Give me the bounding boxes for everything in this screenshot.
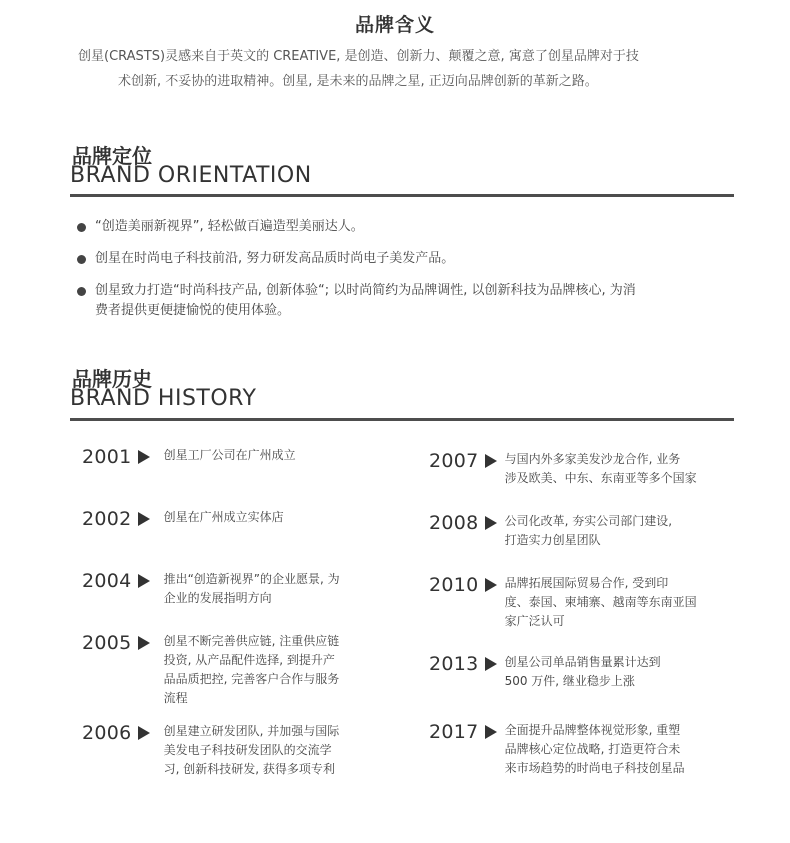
meaning-line-2: 术创新, 不妥协的进取精神。创星, 是未来的品牌之星, 正迈向品牌创新的革新之路。 — [118, 74, 598, 89]
history-year: 2010 — [429, 574, 479, 596]
orientation-bullet — [77, 249, 737, 269]
history-year: 2004 — [82, 570, 132, 592]
history-item-2010 — [429, 574, 697, 631]
bullet-text-line: 创星致力打造“时尚科技产品, 创新体验“; 以时尚简约为品牌调性, 以创新科技为品牌核心, 为消 — [95, 283, 636, 298]
history-year: 2006 — [82, 722, 132, 744]
history-year: 2017 — [429, 721, 479, 743]
arrow-right-icon — [138, 450, 150, 464]
history-desc-line: 500 万件, 继业稳步上涨 — [504, 674, 635, 688]
history-desc-line: 全面提升品牌整体视觉形象, 重塑 — [504, 723, 681, 737]
history-item-2007 — [429, 450, 697, 488]
history-title-cn: 品牌历史 — [72, 367, 152, 391]
history-desc-line: 创星不断完善供应链, 注重供应链 — [163, 634, 340, 648]
arrow-right-icon — [485, 657, 497, 671]
orientation-title-cn: 品牌定位 — [72, 144, 152, 168]
arrow-right-icon — [485, 516, 497, 530]
history-year: 2013 — [429, 653, 479, 675]
history-desc-line: 投资, 从产品配件选择, 到提升产 — [163, 653, 335, 667]
bullet-text-line: “创造美丽新视界”, 轻松做百遍造型美丽达人。 — [95, 219, 364, 234]
history-desc-line: 流程 — [163, 691, 188, 705]
history-desc-line: 打造实力创星团队 — [504, 533, 601, 547]
bullet-dot-icon — [77, 223, 86, 232]
history-desc-line: 创星公司单品销售量累计达到 — [504, 655, 661, 669]
orientation-title-en: BRAND ORIENTATION — [70, 163, 312, 188]
history-desc-line: 创星建立研发团队, 并加强与国际 — [163, 724, 340, 738]
bullet-dot-icon — [77, 287, 86, 296]
history-item-2008 — [429, 512, 672, 550]
history-desc-line: 来市场趋势的时尚电子科技创星品 — [504, 761, 685, 775]
history-title-en: BRAND HISTORY — [70, 386, 257, 411]
meaning-title: 品牌含义 — [354, 14, 435, 36]
history-desc-line: 涉及欧美、中东、东南亚等多个国家 — [504, 471, 697, 485]
arrow-right-icon — [138, 574, 150, 588]
history-desc-line: 创星工厂公司在广州成立 — [163, 448, 296, 462]
history-desc-line: 习, 创新科技研发, 获得多项专利 — [163, 762, 335, 776]
history-desc-line: 品牌拓展国际贸易合作, 受到印 — [504, 576, 669, 590]
history-desc-line: 度、泰国、柬埔寨、越南等东南亚国 — [504, 595, 697, 609]
history-item-2017 — [429, 721, 685, 778]
history-item-2005 — [82, 632, 339, 708]
orientation-bullet — [77, 281, 737, 321]
history-desc-line: 公司化改革, 夯实公司部门建设, — [504, 514, 673, 528]
bullet-dot-icon — [77, 255, 86, 264]
history-year: 2007 — [429, 450, 479, 472]
history-desc-line: 美发电子科技研发团队的交流学 — [163, 743, 332, 757]
history-desc-line: 推出“创造新视界”的企业愿景, 为 — [163, 572, 340, 586]
history-desc-line: 企业的发展指明方向 — [163, 591, 272, 605]
history-item-2002 — [82, 508, 284, 530]
history-item-2006 — [82, 722, 339, 779]
history-year: 2001 — [82, 446, 132, 468]
history-desc-line: 与国内外多家美发沙龙合作, 业务 — [504, 452, 681, 466]
history-year: 2005 — [82, 632, 132, 654]
meaning-line-1: 创星(CRASTS)灵感来自于英文的 CREATIVE, 是创造、创新力、颠覆之意, 寓意了创星品牌对于技 — [78, 49, 639, 64]
history-year: 2002 — [82, 508, 132, 530]
arrow-right-icon — [485, 578, 497, 592]
history-item-2004 — [82, 570, 340, 608]
arrow-right-icon — [138, 726, 150, 740]
arrow-right-icon — [138, 512, 150, 526]
history-item-2013 — [429, 653, 661, 691]
bullet-text-line: 费者提供更便捷愉悦的使用体验。 — [95, 303, 291, 318]
history-desc-line: 创星在广州成立实体店 — [163, 510, 284, 524]
bullet-text-line: 创星在时尚电子科技前沿, 努力研发高品质时尚电子美发产品。 — [95, 251, 455, 266]
history-divider — [70, 418, 734, 421]
history-desc-line: 家广泛认可 — [504, 614, 565, 628]
arrow-right-icon — [485, 454, 497, 468]
orientation-bullet — [77, 217, 737, 237]
arrow-right-icon — [138, 636, 150, 650]
history-desc-line: 品牌核心定位战略, 打造更符合未 — [504, 742, 681, 756]
arrow-right-icon — [485, 725, 497, 739]
history-desc-line: 品品质把控, 完善客户合作与服务 — [163, 672, 340, 686]
history-item-2001 — [82, 446, 296, 468]
orientation-divider — [70, 194, 734, 197]
history-year: 2008 — [429, 512, 479, 534]
